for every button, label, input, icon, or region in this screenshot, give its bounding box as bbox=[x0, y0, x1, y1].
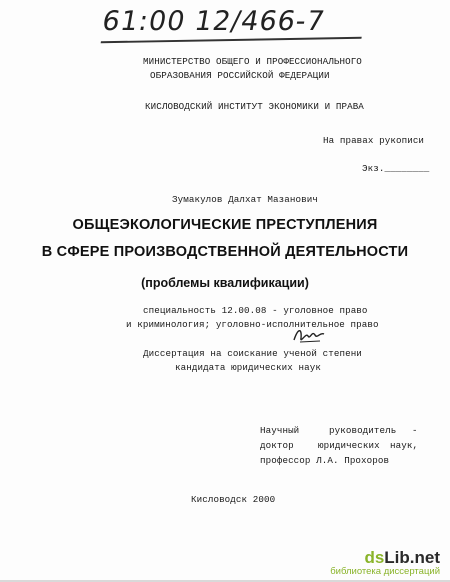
title-subtitle: (проблемы квалификации) bbox=[141, 276, 309, 290]
city-year: Кисловодск 2000 bbox=[191, 494, 276, 505]
supervisor-line-2-right: наук, bbox=[390, 440, 419, 451]
specialty-line-1: специальность 12.00.08 - уголовное право bbox=[143, 305, 368, 316]
supervisor-line-3: профессор Л.А. Прохоров bbox=[260, 455, 390, 466]
ministry-line-2: ОБРАЗОВАНИЯ РОССИЙСКОЙ ФЕДЕРАЦИИ bbox=[150, 70, 330, 81]
dissertation-line-1: Диссертация на соискание ученой степени bbox=[143, 348, 362, 359]
brand-prefix: ds bbox=[364, 548, 385, 567]
specialty-line-2: и криминология; уголовно-исполнительное право bbox=[126, 319, 379, 330]
handwritten-catalog-code bbox=[99, 6, 375, 42]
brand-subtitle: библиотека диссертаций bbox=[330, 566, 440, 577]
institute-name: КИСЛОВОДСКИЙ ИНСТИТУТ ЭКОНОМИКИ И ПРАВА bbox=[145, 101, 364, 112]
handwritten-code-text: 61:00 12/466-7 bbox=[99, 6, 328, 37]
supervisor-line-1-mid: руководитель bbox=[329, 425, 397, 436]
brand-name-text: Lib.net bbox=[384, 548, 440, 567]
supervisor-line-2-mid: юридических bbox=[318, 440, 380, 451]
handwritten-underline bbox=[101, 37, 362, 44]
supervisor-line-2-left: доктор bbox=[260, 440, 294, 451]
signature-mark bbox=[292, 326, 326, 346]
author-name: Зумакулов Далхат Мазанович bbox=[172, 194, 318, 205]
dissertation-line-2: кандидата юридических наук bbox=[175, 362, 321, 373]
copy-number-label: Экз.________ bbox=[362, 163, 430, 174]
dslib-watermark[interactable] bbox=[330, 548, 440, 578]
title-line-2: В СФЕРЕ ПРОИЗВОДСТВЕННОЙ ДЕЯТЕЛЬНОСТИ bbox=[41, 244, 409, 260]
supervisor-line-1-left: Научный bbox=[260, 425, 300, 436]
brand-logo bbox=[330, 548, 440, 568]
ministry-line-1: МИНИСТЕРСТВО ОБЩЕГО И ПРОФЕССИОНАЛЬНОГО bbox=[143, 56, 362, 67]
supervisor-line-1-right: - bbox=[412, 425, 418, 436]
title-line-1: ОБЩЕЭКОЛОГИЧЕСКИЕ ПРЕСТУПЛЕНИЯ bbox=[72, 217, 378, 233]
manuscript-rights: На правах рукописи bbox=[323, 135, 425, 146]
